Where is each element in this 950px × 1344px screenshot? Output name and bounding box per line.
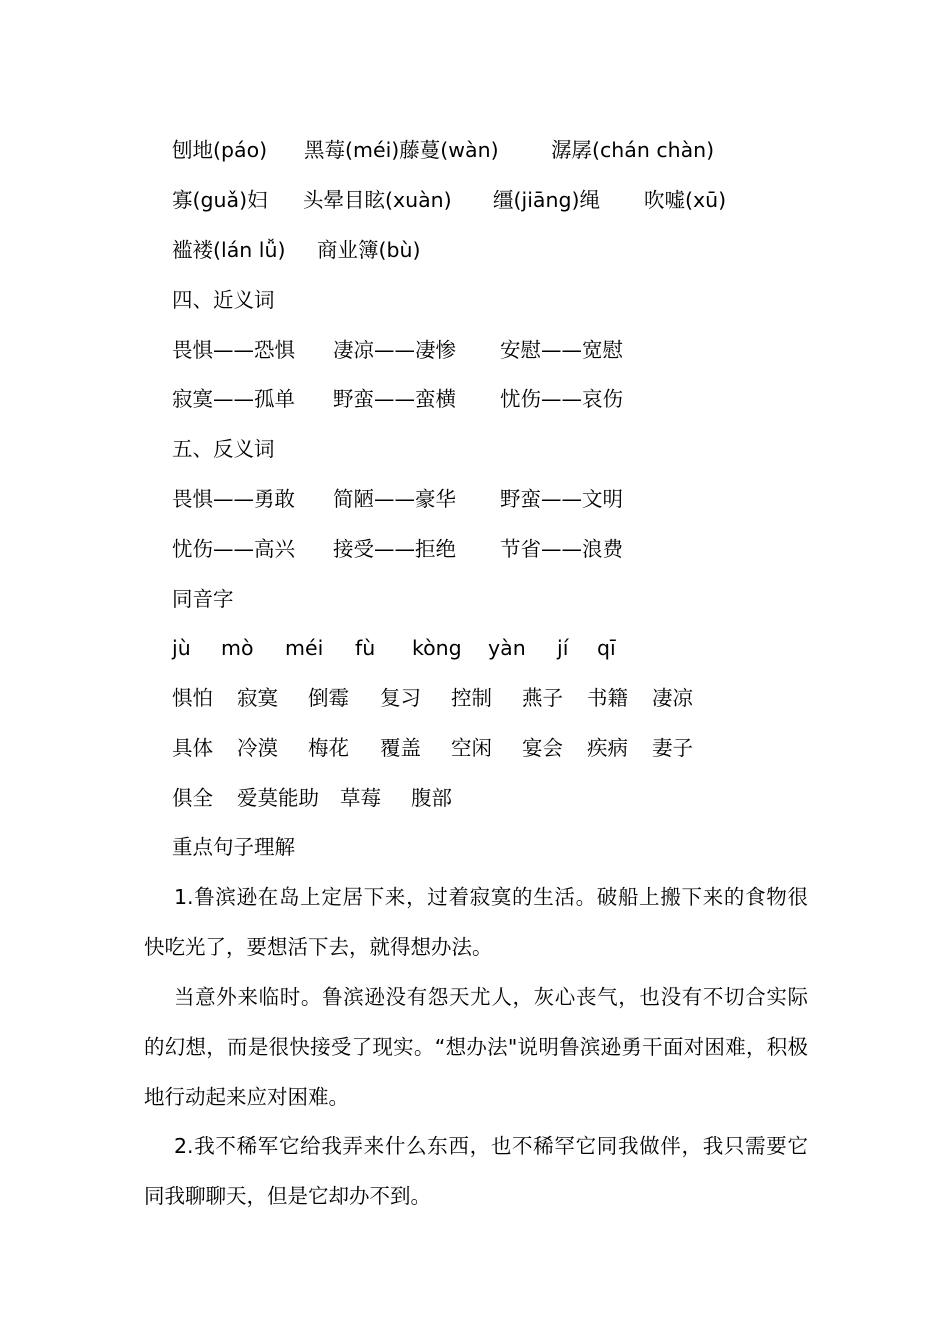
homophone-word: 书籍 xyxy=(587,686,628,710)
pinyin-syllable: jí xyxy=(557,636,569,660)
homophone-word: 俱全 xyxy=(172,786,213,810)
pinyin-syllable: méi xyxy=(285,636,324,660)
pinyin-line xyxy=(172,135,715,165)
word-entry: 吹嘘(xū) xyxy=(644,188,727,212)
section-heading-synonyms: 四、近义词 xyxy=(172,288,275,312)
section-heading-key-sentences: 重点句子理解 xyxy=(172,835,295,859)
section-heading-antonyms: 五、反义词 xyxy=(172,437,275,461)
homophone-pinyin-row xyxy=(172,633,616,663)
pinyin-line xyxy=(172,235,421,265)
homophone-word: 寂寞 xyxy=(237,686,278,710)
paragraph: 1.鲁滨逊在岛上定居下来，过着寂寞的生活。破船上搬下来的食物很快吃光了，要想活下去，就得想办法。 xyxy=(144,885,808,959)
word-pair: 畏惧——恐惧 xyxy=(172,338,295,362)
word-entry: 褴褛(lán lǚ) xyxy=(172,238,286,262)
word-pair: 安慰——宽慰 xyxy=(500,338,623,362)
paragraph: 当意外来临时。鲁滨逊没有怨天尤人，灰心丧气，也没有不切合实际的幻想，而是很快接受了现实。“想办法"说明鲁滨逊勇干面对困难，积极地行动起来应对困难。 xyxy=(144,985,808,1109)
pinyin-line xyxy=(172,185,727,215)
word-entry: 黑莓(méi)藤蔓(wàn) xyxy=(304,138,499,162)
word-entry: 寡(guǎ)妇 xyxy=(172,188,268,212)
homophone-word: 宴会 xyxy=(522,736,563,760)
word-entry: 潺孱(chán chàn) xyxy=(551,138,715,162)
word-pair: 忧伤——高兴 xyxy=(172,537,295,561)
homophone-word: 覆盖 xyxy=(380,736,421,760)
homophone-word: 空闲 xyxy=(451,736,492,760)
word-pair: 节省——浪费 xyxy=(500,537,623,561)
word-pair: 寂寞——孤单 xyxy=(172,387,295,411)
homophone-word: 凄凉 xyxy=(652,686,693,710)
word-pair: 接受——拒绝 xyxy=(333,537,456,561)
pinyin-syllable: kòng xyxy=(412,636,462,660)
word-entry: 商业簿(bù) xyxy=(317,238,421,262)
pinyin-syllable: fù xyxy=(355,636,376,660)
word-entry: 头晕目眩(xuàn) xyxy=(303,188,452,212)
homophone-word: 爱莫能助 xyxy=(237,786,319,810)
word-pair: 野蛮——蛮横 xyxy=(333,387,456,411)
word-pair: 简陋——豪华 xyxy=(333,487,456,511)
word-pair: 野蛮——文明 xyxy=(500,487,623,511)
pinyin-syllable: yàn xyxy=(488,636,526,660)
word-pair: 忧伤——哀伤 xyxy=(500,387,623,411)
pinyin-syllable: qī xyxy=(597,636,616,660)
homophone-row xyxy=(172,733,693,763)
pinyin-syllable: mò xyxy=(221,636,254,660)
homophone-word: 倒霉 xyxy=(308,686,349,710)
section-heading-homophones: 同音字 xyxy=(172,587,234,611)
pinyin-syllable: jù xyxy=(172,636,191,660)
homophone-word: 冷漠 xyxy=(237,736,278,760)
paragraph: 2.我不稀军它给我弄来什么东西，也不稀罕它同我做伴，我只需要它同我聊聊天，但是它却办不到。 xyxy=(144,1134,808,1208)
homophone-word: 复习 xyxy=(380,686,421,710)
homophone-row xyxy=(172,683,693,713)
homophone-word: 控制 xyxy=(451,686,492,710)
homophone-word: 腹部 xyxy=(411,786,452,810)
antonym-row xyxy=(172,534,623,564)
synonym-row xyxy=(172,384,623,414)
homophone-word: 草莓 xyxy=(340,786,381,810)
synonym-row xyxy=(172,335,623,365)
homophone-word: 梅花 xyxy=(308,736,349,760)
homophone-word: 具体 xyxy=(172,736,213,760)
word-pair: 凄凉——凄惨 xyxy=(333,338,456,362)
word-pair: 畏惧——勇敢 xyxy=(172,487,295,511)
homophone-word: 燕子 xyxy=(522,686,563,710)
homophone-word: 妻子 xyxy=(652,736,693,760)
word-entry: 刨地(páo) xyxy=(172,138,268,162)
homophone-word: 疾病 xyxy=(587,736,628,760)
antonym-row xyxy=(172,484,623,514)
homophone-word: 惧怕 xyxy=(172,686,213,710)
word-entry: 缰(jiāng)绳 xyxy=(493,188,600,212)
homophone-row xyxy=(172,783,452,813)
